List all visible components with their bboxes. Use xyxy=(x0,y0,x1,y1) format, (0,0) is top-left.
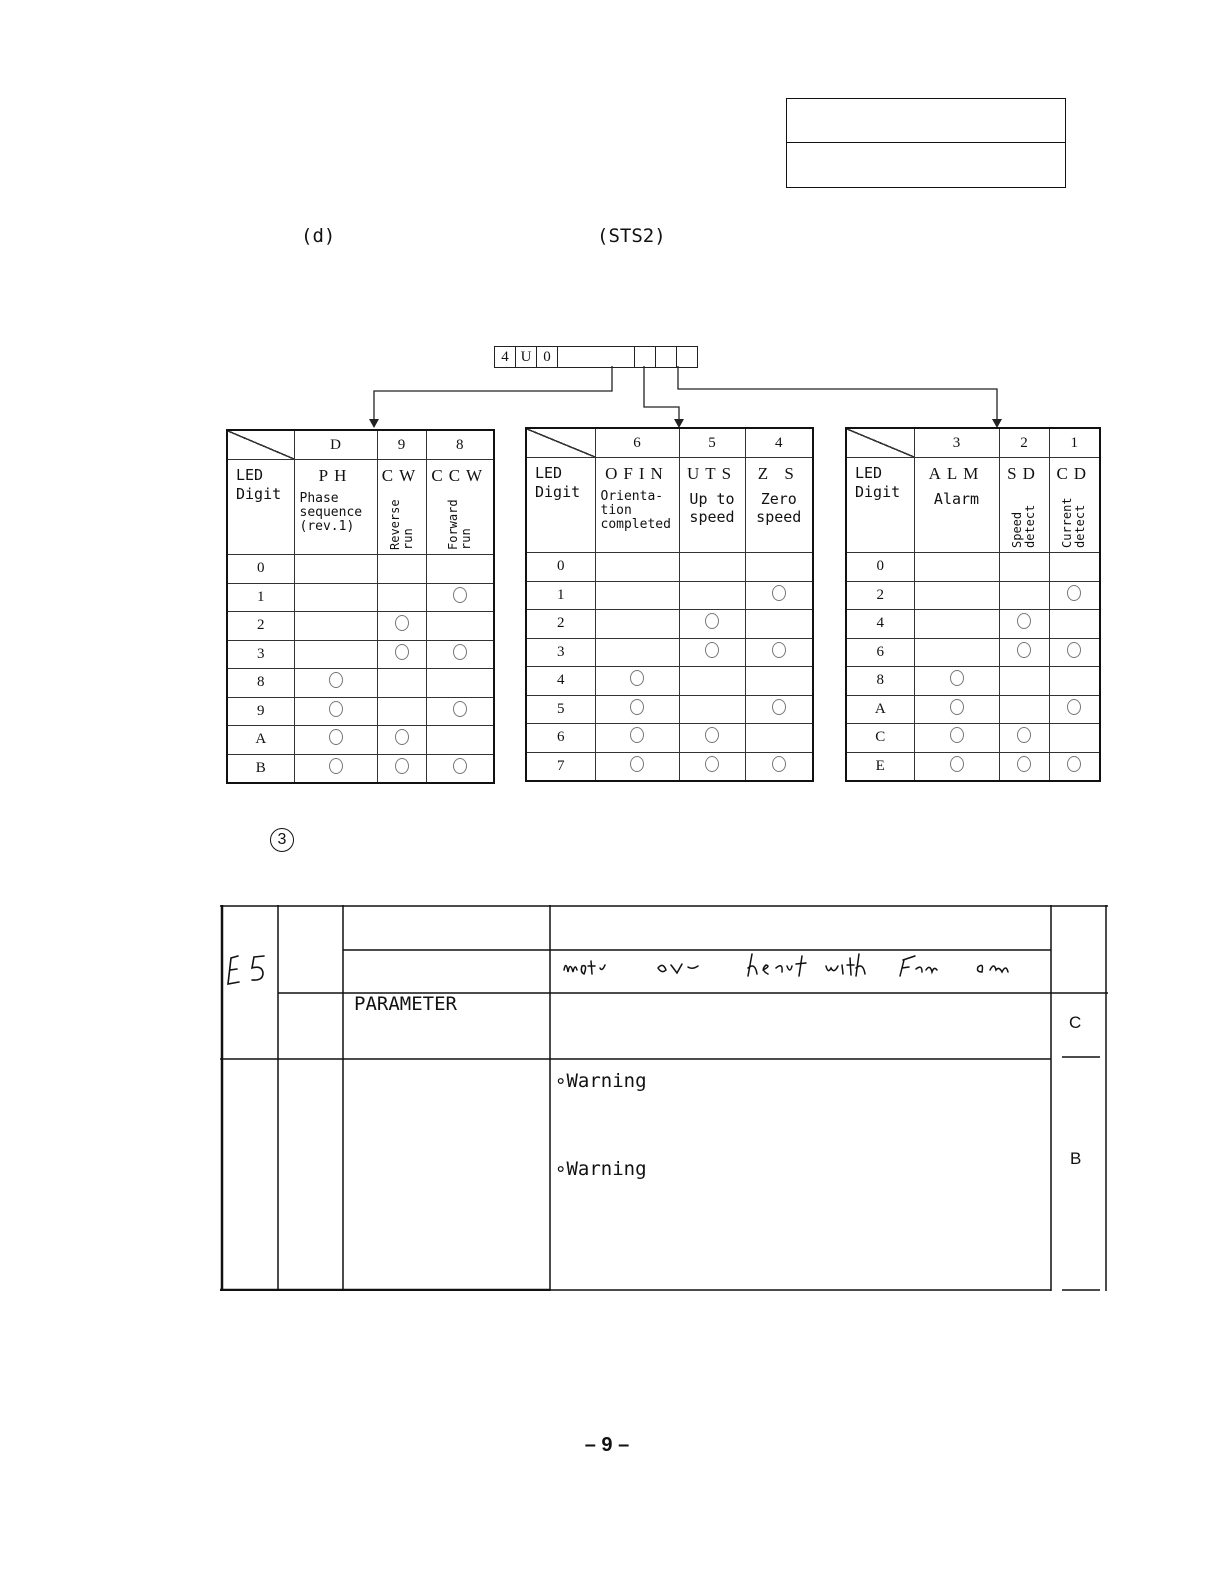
bit-cell xyxy=(377,726,426,755)
bit-cell xyxy=(679,752,745,781)
on-mark-icon xyxy=(950,727,964,743)
table-row xyxy=(227,555,494,584)
section-marker: (d) xyxy=(301,225,336,247)
led-table xyxy=(525,427,814,782)
bit-cell xyxy=(914,638,999,667)
bit-column-header: 2 xyxy=(999,428,1049,458)
bit-cell xyxy=(377,612,426,641)
desc-line: speed xyxy=(689,508,735,526)
on-mark-icon xyxy=(395,644,409,660)
bit-column-header: 5 xyxy=(679,428,745,458)
bit-cell xyxy=(999,553,1049,582)
bit-cell xyxy=(999,752,1049,781)
bit-column-header: D xyxy=(294,430,377,460)
signal-description-vertical xyxy=(1061,490,1087,548)
handwritten-note xyxy=(558,948,1048,990)
led-digit: 4 xyxy=(846,610,914,639)
table-row xyxy=(526,724,813,753)
on-mark-icon xyxy=(453,701,467,717)
table-row xyxy=(846,553,1100,582)
parameter-label: PARAMETER xyxy=(354,993,457,1015)
signal-description-vertical xyxy=(389,492,415,550)
on-mark-icon xyxy=(630,727,644,743)
desc-line: sequence xyxy=(299,505,363,520)
signal-description xyxy=(596,490,679,532)
signal-code: CD xyxy=(1056,464,1093,483)
table-row xyxy=(526,610,813,639)
led-label-line: LED xyxy=(535,464,563,482)
signal-description xyxy=(680,490,745,526)
table-row xyxy=(227,583,494,612)
bit-cell xyxy=(595,610,679,639)
bit-cell xyxy=(1049,581,1100,610)
bit-cell xyxy=(294,697,377,726)
desc-line: (rev.1) xyxy=(299,519,355,534)
signal-cell xyxy=(914,458,999,553)
bit-cell xyxy=(426,669,494,698)
signal-code: UTS xyxy=(686,464,738,483)
bit-cell xyxy=(999,581,1049,610)
on-mark-icon xyxy=(329,758,343,774)
bit-cell xyxy=(294,612,377,641)
bit-cell xyxy=(745,638,813,667)
on-mark-icon xyxy=(772,756,786,772)
warning-1: ∘Warning xyxy=(555,1070,647,1092)
on-mark-icon xyxy=(705,642,719,658)
table-row xyxy=(526,695,813,724)
desc-line: speed xyxy=(756,508,802,526)
bit-cell xyxy=(679,667,745,696)
bit-cell xyxy=(377,640,426,669)
led-digit: C xyxy=(846,724,914,753)
on-mark-icon xyxy=(772,642,786,658)
led-digit: 0 xyxy=(846,553,914,582)
bit-cell xyxy=(1049,667,1100,696)
led-digit: 8 xyxy=(846,667,914,696)
on-mark-icon xyxy=(705,727,719,743)
bit-cell xyxy=(294,583,377,612)
signal-cell xyxy=(745,458,813,553)
led-digit: 2 xyxy=(846,581,914,610)
on-mark-icon xyxy=(453,587,467,603)
desc-line: completed xyxy=(600,517,671,532)
signal-code: OFIN xyxy=(605,464,669,483)
led-label-line: LED xyxy=(855,464,883,482)
bit-cell xyxy=(745,752,813,781)
desc-line: Current xyxy=(1060,497,1075,548)
desc-line: Orienta- xyxy=(600,489,664,504)
signal-code: ALM xyxy=(928,464,985,483)
signal-cell xyxy=(377,460,426,555)
bit-cell xyxy=(1049,638,1100,667)
bit-cell xyxy=(914,752,999,781)
table-row xyxy=(846,695,1100,724)
table-row xyxy=(846,610,1100,639)
bit-cell xyxy=(294,726,377,755)
led-digit: E xyxy=(846,752,914,781)
signal-description-vertical xyxy=(447,492,473,550)
on-mark-icon xyxy=(1017,613,1031,629)
signal-description xyxy=(915,490,999,508)
led-digit: 8 xyxy=(227,669,294,698)
led-digit: 4 xyxy=(526,667,595,696)
table-row xyxy=(846,752,1100,781)
bit-column-header: 3 xyxy=(914,428,999,458)
on-mark-icon xyxy=(705,613,719,629)
desc-line: detect xyxy=(1073,504,1088,548)
led-digit: 6 xyxy=(846,638,914,667)
led-digit: 0 xyxy=(227,555,294,584)
bit-column-header: 6 xyxy=(595,428,679,458)
table-row xyxy=(526,553,813,582)
bit-cell xyxy=(1049,695,1100,724)
table-row xyxy=(846,724,1100,753)
warning-2: ∘Warning xyxy=(555,1158,647,1180)
led-digit: 2 xyxy=(526,610,595,639)
bit-cell xyxy=(745,724,813,753)
bit-cell xyxy=(679,610,745,639)
signal-code: CCW xyxy=(431,466,489,485)
bit-column-header: 9 xyxy=(377,430,426,460)
desc-line: tion xyxy=(600,503,632,518)
table-row xyxy=(526,667,813,696)
bit-cell xyxy=(294,555,377,584)
signal-code: Z S xyxy=(757,464,800,483)
bit-cell xyxy=(914,695,999,724)
table-row xyxy=(227,612,494,641)
bit-cell xyxy=(595,724,679,753)
bit-cell xyxy=(595,638,679,667)
table-row xyxy=(526,581,813,610)
bit-cell xyxy=(914,553,999,582)
on-mark-icon xyxy=(705,756,719,772)
bit-cell xyxy=(595,695,679,724)
bit-cell xyxy=(745,667,813,696)
code-digit: U xyxy=(516,347,537,367)
table-row xyxy=(846,581,1100,610)
bit-cell xyxy=(679,553,745,582)
bit-cell xyxy=(999,610,1049,639)
bit-column-header: 1 xyxy=(1049,428,1100,458)
bit-cell xyxy=(377,669,426,698)
table-row xyxy=(526,638,813,667)
on-mark-icon xyxy=(453,644,467,660)
corner-diagonal xyxy=(227,430,294,460)
bit-column-header: 4 xyxy=(745,428,813,458)
table-row xyxy=(846,638,1100,667)
led-table xyxy=(226,429,495,784)
desc-line: Phase xyxy=(299,491,339,506)
on-mark-icon xyxy=(772,585,786,601)
bit-cell xyxy=(595,553,679,582)
bit-cell xyxy=(377,754,426,783)
bit-cell xyxy=(679,638,745,667)
table-row xyxy=(846,667,1100,696)
table-row xyxy=(526,752,813,781)
signal-cell xyxy=(595,458,679,553)
page-number: – 9 – xyxy=(584,1434,630,1456)
bit-column-header: 8 xyxy=(426,430,494,460)
signal-cell xyxy=(294,460,377,555)
table-row xyxy=(227,754,494,783)
bit-cell xyxy=(914,724,999,753)
led-digit: B xyxy=(227,754,294,783)
led-digit: A xyxy=(227,726,294,755)
bit-cell xyxy=(426,726,494,755)
desc-line: run xyxy=(400,528,415,550)
led-label-line: Digit xyxy=(236,485,282,503)
on-mark-icon xyxy=(630,699,644,715)
led-label-line: LED xyxy=(236,466,264,484)
signal-code: PH xyxy=(318,466,353,485)
bit-cell xyxy=(294,754,377,783)
bit-cell xyxy=(999,724,1049,753)
bit-cell xyxy=(595,752,679,781)
signal-cell xyxy=(426,460,494,555)
bit-cell xyxy=(377,583,426,612)
led-table xyxy=(845,427,1101,782)
desc-line: Up to xyxy=(689,490,735,508)
led-digit: 3 xyxy=(227,640,294,669)
bit-cell xyxy=(914,667,999,696)
bit-cell xyxy=(426,612,494,641)
led-digit: 5 xyxy=(526,695,595,724)
desc-line: run xyxy=(458,528,473,550)
bit-cell xyxy=(294,669,377,698)
signal-cell xyxy=(679,458,745,553)
bit-cell xyxy=(426,697,494,726)
led-digit: 2 xyxy=(227,612,294,641)
bit-cell xyxy=(1049,610,1100,639)
bit-cell xyxy=(745,581,813,610)
on-mark-icon xyxy=(1067,585,1081,601)
grade-c: C xyxy=(1069,1013,1082,1032)
handwritten-code xyxy=(224,950,274,990)
signal-description xyxy=(746,490,813,526)
on-mark-icon xyxy=(1067,699,1081,715)
bit-cell xyxy=(914,610,999,639)
grade-b: B xyxy=(1070,1149,1082,1168)
code-digit: 0 xyxy=(537,347,558,367)
table-row xyxy=(227,669,494,698)
desc-line: Speed xyxy=(1010,511,1024,548)
bit-cell xyxy=(914,581,999,610)
led-digit: 0 xyxy=(526,553,595,582)
desc-line: detect xyxy=(1023,504,1037,548)
signal-cell xyxy=(999,458,1049,553)
bit-cell xyxy=(745,610,813,639)
on-mark-icon xyxy=(1017,642,1031,658)
bit-cell xyxy=(999,695,1049,724)
bit-cell xyxy=(595,667,679,696)
corner-diagonal xyxy=(526,428,595,458)
bit-cell xyxy=(999,638,1049,667)
led-digit: 3 xyxy=(526,638,595,667)
led-label-line: Digit xyxy=(855,483,901,501)
on-mark-icon xyxy=(630,670,644,686)
on-mark-icon xyxy=(395,729,409,745)
corner-diagonal xyxy=(846,428,914,458)
bit-cell xyxy=(745,553,813,582)
bit-cell xyxy=(679,581,745,610)
on-mark-icon xyxy=(1017,756,1031,772)
led-digit: 6 xyxy=(526,724,595,753)
on-mark-icon xyxy=(950,756,964,772)
bit-cell xyxy=(1049,752,1100,781)
led-digit-label xyxy=(526,458,595,553)
signal-description xyxy=(295,492,377,534)
on-mark-icon xyxy=(772,699,786,715)
led-digit-label xyxy=(227,460,294,555)
on-mark-icon xyxy=(329,701,343,717)
bit-cell xyxy=(377,697,426,726)
bit-cell xyxy=(426,640,494,669)
desc-line: Alarm xyxy=(933,490,980,508)
desc-line: Forward xyxy=(445,499,460,550)
code-digit: 4 xyxy=(495,347,516,367)
led-digit: 1 xyxy=(526,581,595,610)
on-mark-icon xyxy=(1017,727,1031,743)
bit-cell xyxy=(999,667,1049,696)
on-mark-icon xyxy=(395,758,409,774)
register-name: (STS2) xyxy=(597,225,666,247)
led-digit: 1 xyxy=(227,583,294,612)
on-mark-icon xyxy=(950,670,964,686)
bit-cell xyxy=(595,581,679,610)
desc-line: Reverse xyxy=(387,499,402,550)
led-digit-label xyxy=(846,458,914,553)
bit-cell xyxy=(426,583,494,612)
note-text: motor over heat with Fan on xyxy=(558,948,575,949)
on-mark-icon xyxy=(329,672,343,688)
led-label-line: Digit xyxy=(535,483,581,501)
led-digit: A xyxy=(846,695,914,724)
table-row xyxy=(227,726,494,755)
code-text: E5 xyxy=(224,950,226,951)
bit-cell xyxy=(294,640,377,669)
on-mark-icon xyxy=(329,729,343,745)
desc-line: Zero xyxy=(760,490,797,508)
on-mark-icon xyxy=(1067,756,1081,772)
on-mark-icon xyxy=(453,758,467,774)
led-digit: 9 xyxy=(227,697,294,726)
on-mark-icon xyxy=(950,699,964,715)
signal-code: SD xyxy=(1007,464,1041,483)
on-mark-icon xyxy=(395,615,409,631)
bit-cell xyxy=(1049,553,1100,582)
bit-cell xyxy=(1049,724,1100,753)
bit-cell xyxy=(679,695,745,724)
table-row xyxy=(227,697,494,726)
bit-cell xyxy=(745,695,813,724)
led-digit: 7 xyxy=(526,752,595,781)
bit-cell xyxy=(426,555,494,584)
on-mark-icon xyxy=(1067,642,1081,658)
bit-cell xyxy=(426,754,494,783)
signal-code: CW xyxy=(381,466,422,485)
connector-lines xyxy=(0,0,1214,440)
bit-cell xyxy=(377,555,426,584)
table-row xyxy=(227,640,494,669)
bit-cell xyxy=(679,724,745,753)
signal-cell xyxy=(1049,458,1100,553)
signal-description-vertical xyxy=(1011,490,1037,548)
item-number-circled: 3 xyxy=(270,828,294,852)
on-mark-icon xyxy=(630,756,644,772)
